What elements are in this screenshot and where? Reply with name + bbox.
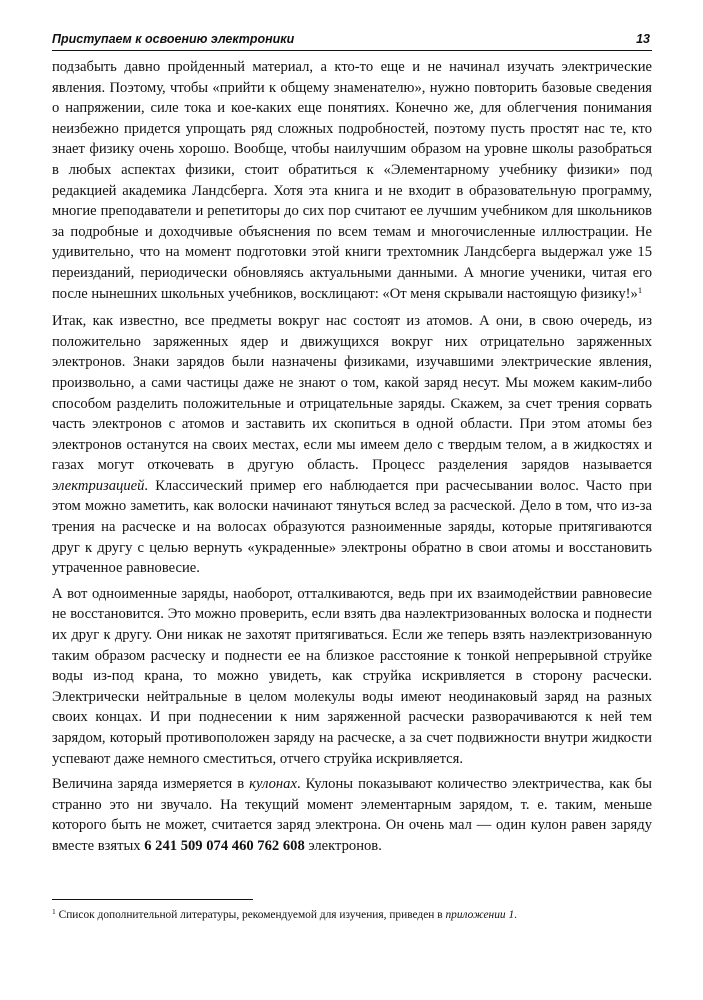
paragraph-text: . Кулоны показывают количество электричества, как бы странно это ни звучало. На текущий момент элементарным зарядом, т. е. таким, меньше которого быть не может, считается заряд электрона. Он очень мал — один кулон равен заряду вместе взятых [52,776,652,854]
running-header [52,28,652,51]
paragraph-text: А вот одноименные заряды, наоборот, отталкиваются, ведь при их взаимодействии равновесие не восстановится. Это можно проверить, если взять два наэлектризованных волоска и поднести их друг к другу. Они никак не захотят притягиваться. Если же теперь взять наэлектризованную таким образом расческу и поднести ее на близкое расстояние к тонкой непрерывной струйке воды из-под крана, то можно увидеть, как струйка искривляется в сторону расчески. Электрически нейтральные в целом молекулы воды имеют неодинаковый заряд на разных своих концах. И при поднесении к ним заряженной расчески разворачиваются к ней тем зарядом, который противоположен заряду на расческе, а за счет подвижности внутри жидкости успевают даже немного сместиться, отчего струйка искривляется. [52,585,652,767]
electron-count: 6 241 509 074 460 762 608 [144,837,305,854]
paragraph-text: подзабыть давно пройденный материал, а кто-то еще и не начинал изучать электрические явления. Поэтому, чтобы «прийти к общему знаменателю», нужно повторить базовые сведения о напряжении, силе тока и кое-каких еще понятиях. Конечно же, для облегчения понимания неизбежно придется упрощать ряд сложных подробностей, поэтому пусть простят нас те, кто знает физику очень хорошо. Вообще, чтобы наилучшим образом на уровне школы разобраться в любых аспектах физики, стоит обратиться к «Элементарному учебнику физики» под редакцией академика Ландсберга. Хотя эта книга и не входит в образовательную программу, многие преподаватели и репетиторы до сих пор считают ее лучшим учебником для школьников за подробные и доходчивые объяснения по всем темам и многочисленные иллюстрации. Не удивительно, что на момент подготовки этой книги трехтомник Ландсберга выдержал уже 15 переизданий, периодически обновляясь актуальными данными. А многие ученики, читая его после нынешних школьных учебников, восклицают: «От меня скрывали настоящую физику!» [52,59,652,302]
paragraph [52,57,652,304]
paragraph [52,774,652,856]
paragraph [52,311,652,579]
paragraph [52,584,652,769]
footnote-appendix-ref: приложении 1 [445,909,515,921]
page-number: 13 [636,32,650,46]
body-text [52,57,652,857]
paragraph-text: . Классический пример его наблюдается при расчесывании волос. Часто при этом можно заметить, как волоски начинают тянуться вслед за расческой. Дело в том, что из-за трения на расческе и на волосах образуются разноименные заряды, которые притягиваются друг к другу с целью вернуть «украденные» электроны обратно в свои атомы и восстановить утраченное равновесие. [52,477,652,577]
footnote-divider [52,899,253,900]
footnote-marker: 1 [52,907,56,916]
paragraph-text: Итак, как известно, все предметы вокруг нас состоят из атомов. А они, в свою очередь, из положительно заряженных ядер и движущихся вокруг них отрицательно заряженных электронов. Знаки зарядов были назначены физиками, изучавшими электрические явления, произвольно, а сами частицы даже не знают о том, какой заряд несут. Мы можем каким-либо способом разделить положительные и отрицательные заряды. Скажем, за счет трения сорвать часть электронов с атомов и заставить их скопиться в одной области. При этом атомы без электронов останутся на своих местах, если мы имеем дело с твердым телом, а в жидкостях и газах могут откочевать в другую область. Процесс разделения зарядов называется [52,313,652,474]
term-coulombs: кулонах [249,776,297,793]
paragraph-text: электронов. [304,837,382,854]
footnote-reference: 1 [637,284,643,295]
footnote-text: Список дополнительной литературы, рекомендуемой для изучения, приведен в [55,909,446,921]
term-electrization: электризацией [52,477,145,494]
footnote [52,908,652,922]
footnote-text-end: . [514,909,518,921]
paragraph-text: Величина заряда измеряется в [52,776,250,793]
page [52,28,652,862]
running-header-title: Приступаем к освоению электроники [52,32,295,46]
